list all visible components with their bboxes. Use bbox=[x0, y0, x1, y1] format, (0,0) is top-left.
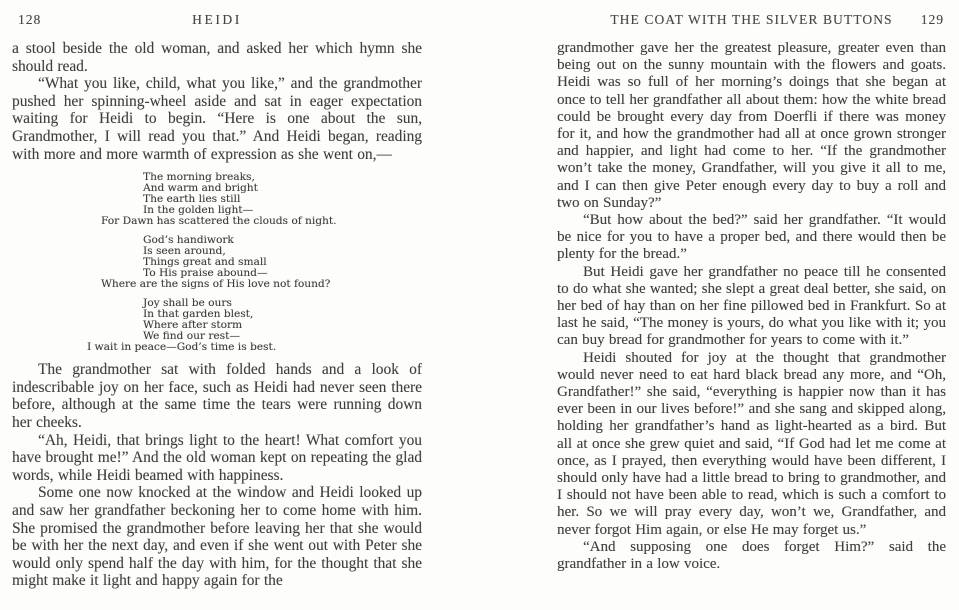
poem-line: I wait in peace—God’s time is best. bbox=[87, 341, 277, 354]
paragraph: The grandmother sat with folded hands and a look of indescribable joy on her face, such as Heidi had never seen there before, although at the same time the tears were running down her cheeks. bbox=[12, 361, 422, 431]
poem-line: For Dawn has scattered the clouds of night. bbox=[101, 215, 337, 228]
paragraph: a stool beside the old woman, and asked her which hymn she should read. bbox=[12, 40, 422, 75]
paragraph: But Heidi gave her grandfather no peace till he consented to do what she wanted; she slept a great deal better, she said, on her bed of hay than on her fine pillowed bed in Frankfurt. So at last he said, “The money is yours, do what you like with it; you can buy bread for grandmother for years to come with it.” bbox=[557, 263, 946, 349]
poem-stanza bbox=[87, 172, 422, 227]
poem-line: Where are the signs of His love not found? bbox=[101, 278, 331, 291]
left-running-head bbox=[12, 12, 422, 30]
paragraph: grandmother gave her the greatest pleasure, greater even than being out on the sunny mountain with the flowers and goats. Heidi was so full of her morning’s doings that she began at once to tell her grandfather all about them: how the white bread could be brought every day from Doerfli if there was money for it, and how the grandmother had all at once grown stronger and happier, and light had come to her. “If the grandmother won’t take the money, Grandfather, will you give it all to me, and I can then give Peter enough every day to buy a roll and two on Sunday?” bbox=[557, 40, 946, 211]
poem-line: To His praise abound— bbox=[143, 267, 268, 280]
poem-line: Things great and small bbox=[143, 256, 267, 269]
paragraph: Some one now knocked at the window and Heidi looked up and saw her grandfather beckoning her to come home with him. She promised the grandmother before leaving her that she would be with her the next day, and even if she went out with Peter she would only spend half the day with him, for the thought that she might make it light and happy again for the bbox=[12, 484, 422, 590]
poem-line: Joy shall be ours bbox=[143, 297, 232, 310]
poem-line: In the golden light— bbox=[143, 204, 254, 217]
left-page bbox=[12, 0, 422, 610]
poem-line: Where after storm bbox=[143, 319, 243, 332]
right-head-title: THE COAT WITH THE SILVER BUTTONS bbox=[610, 12, 893, 27]
poem-line: We find our rest— bbox=[143, 330, 240, 343]
paragraph: “Ah, Heidi, that brings light to the heart! What comfort you have brought me!” And the old woman kept on repeating the glad words, while Heidi beamed with happiness. bbox=[12, 431, 422, 484]
poem-line: In that garden blest, bbox=[143, 308, 254, 321]
left-head-title: HEIDI bbox=[192, 12, 242, 27]
right-page-number: 129 bbox=[920, 12, 944, 27]
paragraph: “But how about the bed?” said her grandfather. “It would be nice for you to have a proper bed, and there would then be plenty for the bread.” bbox=[557, 212, 946, 263]
paragraph: “What you like, child, what you like,” and the grandmother pushed her spinning-wheel aside and sat in eager expectation waiting for Heidi to begin. “Here is one about the sun, Grandmother, I will read you that.” And Heidi began, reading with more and more warmth of expression as she went on,— bbox=[12, 75, 422, 163]
left-page-number: 128 bbox=[18, 12, 42, 27]
poem-line: And warm and bright bbox=[143, 182, 258, 195]
poem-stanza bbox=[87, 235, 422, 290]
paragraph: Heidi shouted for joy at the thought that grandmother would never need to eat hard black bread any more, and “Oh, Grandfather!” she said, “everything is happier now than it has ever been in our lives before!” and she sang and skipped along, holding her grandfather’s hand as light-hearted as a bird. But all at once she grew quiet and said, “If God had let me come at once, as I prayed, then everything would have been different, I should only have had a little bread to bring to grandmother, and I should not have been able to read, which is such a comfort to her. So we will pray every day, won’t we, Grandfather, and never forgot Him again, or else He may forget us.” bbox=[557, 349, 946, 538]
poem-stanza bbox=[87, 298, 422, 353]
paragraph: “And supposing one does forget Him?” said the grandfather in a low voice. bbox=[557, 538, 946, 573]
right-running-head bbox=[557, 12, 946, 30]
poem-line: Is seen around, bbox=[143, 245, 226, 258]
hymn-poem bbox=[12, 172, 422, 353]
poem-line: God’s handiwork bbox=[143, 234, 234, 247]
poem-line: The earth lies still bbox=[143, 193, 241, 206]
right-page bbox=[557, 0, 946, 610]
poem-line: The morning breaks, bbox=[143, 171, 255, 184]
